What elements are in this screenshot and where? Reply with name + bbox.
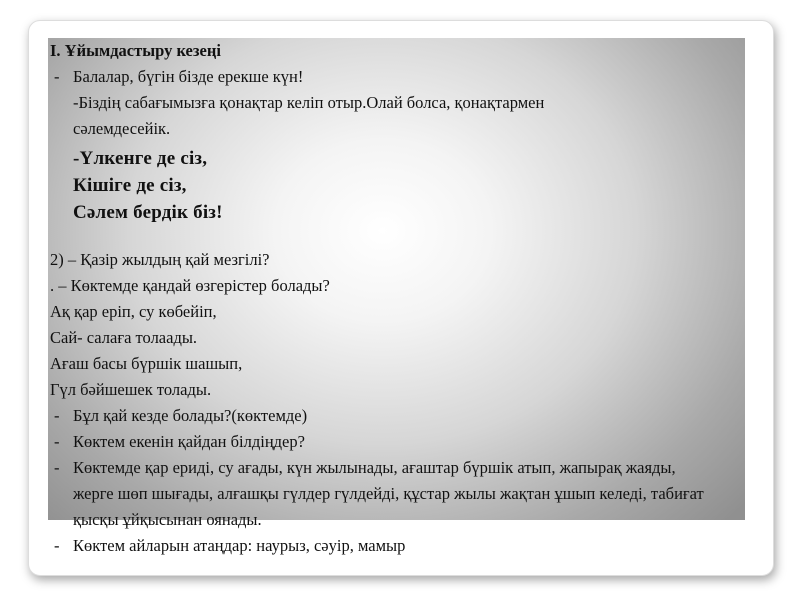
poem-line-3: Ағаш басы бүршік шашып, — [50, 354, 243, 373]
section-heading: I. Ұйымдастыру кезеңі — [50, 41, 221, 60]
bullet-marker: - — [54, 458, 60, 477]
question-changes: . – Көктемде қандай өзгерістер болады? — [50, 276, 330, 295]
guests-line-2: сәлемдесейік. — [73, 119, 171, 138]
spacer — [50, 226, 750, 247]
list-item — [50, 429, 750, 455]
list-item — [50, 403, 750, 429]
poem-line-1: Ақ қар еріп, су көбейіп, — [50, 302, 217, 321]
bullet-marker: - — [54, 67, 60, 86]
bullet-marker: - — [54, 406, 60, 425]
list-item-text: Көктем айларын атаңдар: наурыз, сәуір, мамыр — [73, 536, 406, 555]
list-item — [50, 533, 750, 559]
intro-bullet — [50, 64, 750, 90]
guests-line-1: -Біздің сабағымызға қонақтар келіп отыр.Олай болса, қонақтармен — [73, 93, 545, 112]
greeting-line-3: Сәлем бердік біз! — [73, 202, 223, 223]
bullet-marker: - — [54, 536, 60, 555]
slide-content — [50, 38, 750, 559]
poem-line-2: Сай- салаға толаады. — [50, 328, 198, 347]
intro-bullet-text: Балалар, бүгін бізде ерекше күн! — [73, 67, 304, 86]
bullet-marker: - — [54, 432, 60, 451]
greeting-line-2: Кішіге де сіз, — [73, 175, 187, 196]
list-item-text: Көктемде қар ериді, су ағады, күн жылынады, ағаштар бүршік атып, жапырақ жаяды, жерге шөп шығады, алғашқы гүлдер гүлдейді, құстар жылы жақтан ұшып келеді, табиғат қысқы ұйқысынан оянады. — [73, 458, 704, 529]
list-item-text: Бұл қай кезде болады?(көктемде) — [73, 406, 308, 425]
list-item — [50, 455, 750, 533]
poem-line-4: Гүл бәйшешек толады. — [50, 380, 212, 399]
list-item-text: Көктем екенін қайдан білдіңдер? — [73, 432, 305, 451]
greeting-line-1: -Үлкенге де сіз, — [73, 148, 208, 169]
question-season: 2) – Қазір жылдың қай мезгілі? — [50, 250, 270, 269]
